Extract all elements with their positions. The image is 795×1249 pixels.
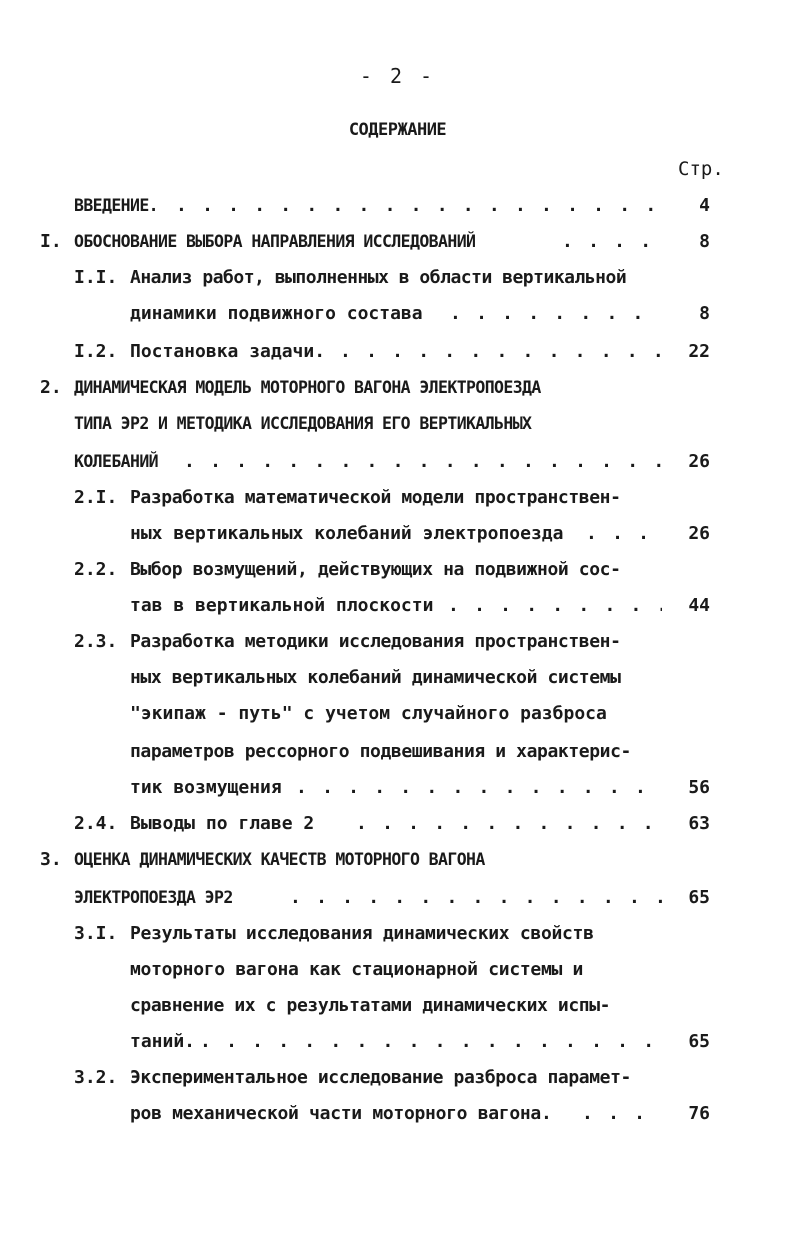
toc-entry-text: КОЛЕБАНИЙ [74,452,159,471]
toc-entry-text: Результаты исследования динамических свойств [130,923,594,944]
dot-leader [296,780,662,796]
dot-leader [340,344,662,360]
toc-num: I. [40,231,62,252]
toc-page: 4 [699,195,710,216]
dot-leader [586,526,662,542]
toc-entry-text: Постановка задачи. [130,341,326,362]
toc-entry-text: тав в вертикальной плоскости [130,595,434,616]
toc-entry-text: моторного вагона как стационарной системы и [130,959,584,980]
toc-entry-text: таний. [130,1031,196,1052]
toc-entry-text: ных вертикальных колебаний электропоезда [130,523,564,544]
toc-entry-text: ЭЛЕКТРОПОЕЗДА ЭР2 [74,888,233,907]
dot-leader [450,306,662,322]
toc-entry-text: ров механической части моторного вагона. [130,1103,552,1124]
toc-num: 2.2. [74,559,118,580]
toc-page: 63 [688,813,710,834]
toc-num: 3. [40,849,62,870]
toc-entry-text: ДИНАМИЧЕСКАЯ МОДЕЛЬ МОТОРНОГО ВАГОНА ЭЛЕКТРОПОЕЗДА [74,378,541,397]
toc-num: 2.I. [74,487,118,508]
toc-entry-text: Разработка математической модели пространствен- [130,487,621,508]
dot-leader [448,598,662,614]
toc-entry-text: параметров рессорного подвешивания и характерис- [130,741,631,762]
toc-page: 65 [688,887,710,908]
page-title: СОДЕРЖАНИЕ [348,120,447,140]
toc-entry-text: Анализ работ, выполненных в области вертикальной [130,267,627,288]
toc-page: 44 [688,595,710,616]
dot-leader [290,890,662,906]
toc-entry-text: Разработка методики исследования пространствен- [130,631,621,652]
page-number: - 2 - [359,64,436,88]
toc-entry-text: Экспериментальное исследование разброса парамет- [130,1067,631,1088]
toc-num: 3.2. [74,1067,118,1088]
toc-page: 26 [688,451,710,472]
toc-entry-text: тик возмущения [130,777,282,798]
toc-entry-text: ОЦЕНКА ДИНАМИЧЕСКИХ КАЧЕСТВ МОТОРНОГО ВАГОНА [74,850,485,869]
toc-num: I.2. [74,341,118,362]
dot-leader [176,198,662,214]
toc-page: 76 [688,1103,710,1124]
dot-leader [200,1034,662,1050]
dot-leader [356,816,662,832]
toc-entry-text: Выбор возмущений, действующих на подвижной сос- [130,559,621,580]
toc-page: 22 [688,341,710,362]
toc-page: 8 [699,303,710,324]
toc-entry-text: сравнение их с результатами динамических испы- [130,995,611,1016]
toc-entry-text: динамики подвижного состава [130,303,423,324]
page-column-label: Стр. [678,158,724,180]
dot-leader [562,234,662,250]
dot-leader [582,1106,662,1122]
dot-leader [184,454,662,470]
toc-entry-text: ТИПА ЭР2 И МЕТОДИКА ИССЛЕДОВАНИЯ ЕГО ВЕРТИКАЛЬНЫХ [74,414,532,433]
toc-num: 2.3. [74,631,118,652]
toc-num: 3.I. [74,923,118,944]
toc-page: 8 [699,231,710,252]
toc-entry-text: "экипаж - путь" с учетом случайного разброса [130,703,607,724]
toc-num: 2. [40,377,62,398]
toc-page: 56 [688,777,710,798]
toc-page: 65 [688,1031,710,1052]
toc-entry-text: ВВЕДЕНИЕ. [74,196,159,215]
toc-num: 2.4. [74,813,118,834]
toc-page: 26 [688,523,710,544]
toc-entry-text: Выводы по главе 2 [130,813,315,834]
toc-num: I.I. [74,267,118,288]
toc-entry-text: ных вертикальных колебаний динамической системы [130,667,621,688]
toc-entry-text: ОБОСНОВАНИЕ ВЫБОРА НАПРАВЛЕНИЯ ИССЛЕДОВАНИЙ [74,232,476,251]
